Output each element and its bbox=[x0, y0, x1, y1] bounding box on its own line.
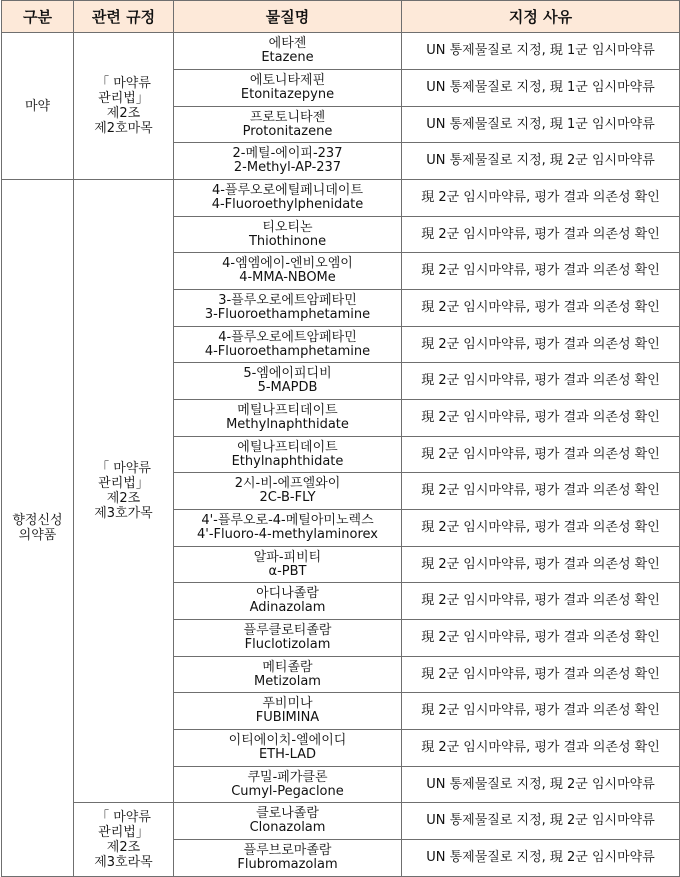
regulation-line: 관리법」 bbox=[98, 824, 149, 840]
substance-name-cell bbox=[174, 583, 402, 620]
designation-reason-cell: 現 2군 임시마약류, 평가 결과 의존성 확인 bbox=[402, 363, 680, 400]
header-reason: 지정 사유 bbox=[402, 1, 680, 33]
regulation-line: 제2조 bbox=[106, 839, 141, 855]
substance-designation-table bbox=[1, 0, 680, 877]
designation-reason-cell: 現 2군 임시마약류, 평가 결과 의존성 확인 bbox=[402, 657, 680, 693]
table-row bbox=[2, 33, 680, 70]
substance-name-english: FUBIMINA bbox=[255, 710, 320, 725]
substance-name-cell bbox=[174, 143, 402, 180]
substance-name-english: Etazene bbox=[261, 50, 314, 65]
substance-name-korean: 4'-플루오로-4-메틸아미노렉스 bbox=[201, 513, 374, 528]
substance-name-english: Clonazolam bbox=[249, 820, 326, 835]
substance-name-cell bbox=[174, 437, 402, 473]
substance-name-english: 2-Methyl-AP-237 bbox=[233, 160, 342, 175]
regulation-cell bbox=[74, 803, 174, 877]
substance-name-cell bbox=[174, 730, 402, 767]
designation-reason-cell: 現 2군 임시마약류, 평가 결과 의존성 확인 bbox=[402, 180, 680, 217]
substance-name-cell bbox=[174, 327, 402, 363]
substance-name-english: Fluclotizolam bbox=[244, 637, 331, 652]
substance-name-english: 3-Fluoroethamphetamine bbox=[204, 307, 371, 322]
substance-name-korean: 플루클로티졸람 bbox=[243, 623, 332, 638]
designation-reason-cell: 現 2군 임시마약류, 평가 결과 의존성 확인 bbox=[402, 620, 680, 657]
designation-reason-cell: 現 2군 임시마약류, 평가 결과 의존성 확인 bbox=[402, 473, 680, 510]
designation-reason-cell: UN 통제물질로 지정, 現 2군 임시마약류 bbox=[402, 840, 680, 877]
substance-name-english: 5-MAPDB bbox=[257, 380, 318, 395]
substance-name-english: Etonitazepyne bbox=[240, 87, 335, 102]
designation-reason-cell: UN 통제물질로 지정, 現 2군 임시마약류 bbox=[402, 803, 680, 840]
substance-name-korean: 3-플루오로에트암페타민 bbox=[218, 293, 357, 308]
substance-name-english: Thiothinone bbox=[248, 233, 327, 249]
category-cell bbox=[2, 180, 74, 877]
designation-reason-cell: 現 2군 임시마약류, 평가 결과 의존성 확인 bbox=[402, 253, 680, 290]
designation-reason-cell: UN 통제물질로 지정, 現 2군 임시마약류 bbox=[402, 767, 680, 803]
header-row bbox=[2, 1, 680, 33]
substance-name-korean: 쿠밀-페가클론 bbox=[247, 769, 328, 785]
designation-reason-cell: 現 2군 임시마약류, 평가 결과 의존성 확인 bbox=[402, 510, 680, 547]
regulation-cell bbox=[74, 180, 174, 803]
substance-name-english: Protonitazene bbox=[242, 123, 333, 139]
substance-name-english: 4-Fluoroethylphenidate bbox=[211, 197, 364, 212]
substance-name-korean: 4-엠엠에이-엔비오엠이 bbox=[222, 256, 353, 271]
substance-name-cell bbox=[174, 620, 402, 657]
substance-name-korean: 아디나졸람 bbox=[256, 586, 319, 601]
substance-name-cell bbox=[174, 217, 402, 253]
designation-reason-cell: 現 2군 임시마약류, 평가 결과 의존성 확인 bbox=[402, 217, 680, 253]
regulation-line: 제3호라목 bbox=[94, 854, 153, 870]
substance-name-korean: 2시-비-에프엘와이 bbox=[234, 476, 341, 491]
substance-name-cell bbox=[174, 107, 402, 143]
header-category: 구분 bbox=[2, 1, 74, 33]
substance-name-english: α-PBT bbox=[268, 563, 307, 579]
header-substance: 물질명 bbox=[174, 1, 402, 33]
category-line: 의약품 bbox=[18, 528, 57, 543]
substance-name-english: Ethylnaphthidate bbox=[231, 453, 344, 469]
regulation-line: 「 마약류 bbox=[96, 461, 151, 476]
substance-name-korean: 5-엠에이피디비 bbox=[243, 366, 332, 381]
designation-reason-cell: 現 2군 임시마약류, 평가 결과 의존성 확인 bbox=[402, 327, 680, 363]
table-row bbox=[2, 180, 680, 217]
substance-name-cell bbox=[174, 180, 402, 217]
substance-name-cell bbox=[174, 547, 402, 583]
category-line: 마약 bbox=[24, 98, 51, 114]
designation-reason-cell: UN 통제물질로 지정, 現 1군 임시마약류 bbox=[402, 70, 680, 107]
table-body bbox=[2, 33, 680, 877]
designation-reason-cell: UN 통제물질로 지정, 現 1군 임시마약류 bbox=[402, 33, 680, 70]
designation-reason-cell: 現 2군 임시마약류, 평가 결과 의존성 확인 bbox=[402, 730, 680, 767]
table-header bbox=[2, 1, 680, 33]
regulation-line: 「 마약류 bbox=[96, 76, 151, 91]
regulation-line: 관리법」 bbox=[98, 91, 149, 106]
substance-name-cell bbox=[174, 510, 402, 547]
substance-name-korean: 4-플루오로에트암페타민 bbox=[218, 329, 357, 345]
designation-reason-cell: 現 2군 임시마약류, 평가 결과 의존성 확인 bbox=[402, 400, 680, 437]
substance-name-korean: 클로나졸람 bbox=[256, 806, 319, 821]
substance-name-korean: 프로토니타젠 bbox=[249, 109, 326, 125]
substance-name-english: ETH-LAD bbox=[258, 747, 317, 762]
substance-name-korean: 메티졸람 bbox=[262, 659, 313, 675]
substance-name-english: 4-Fluoroethamphetamine bbox=[204, 343, 371, 359]
designation-reason-cell: 現 2군 임시마약류, 평가 결과 의존성 확인 bbox=[402, 290, 680, 327]
substance-name-cell bbox=[174, 657, 402, 693]
regulation-line: 제2조 bbox=[106, 491, 141, 506]
designation-reason-cell: 現 2군 임시마약류, 평가 결과 의존성 확인 bbox=[402, 547, 680, 583]
substance-name-korean: 4-플루오로에틸페니데이트 bbox=[211, 183, 364, 198]
substance-name-cell bbox=[174, 290, 402, 327]
substance-name-korean: 푸비미나 bbox=[262, 696, 313, 711]
substance-name-cell bbox=[174, 363, 402, 400]
substance-name-cell bbox=[174, 70, 402, 107]
category-cell bbox=[2, 33, 74, 180]
substance-name-korean: 에틸나프티데이트 bbox=[237, 439, 338, 455]
substance-name-english: Methylnaphthidate bbox=[226, 417, 349, 432]
regulation-line: 관리법」 bbox=[98, 476, 149, 491]
regulation-line: 「 마약류 bbox=[96, 809, 151, 825]
substance-name-korean: 플루브로마졸람 bbox=[243, 843, 332, 858]
header-regulation: 관련 규정 bbox=[74, 1, 174, 33]
substance-name-cell bbox=[174, 803, 402, 840]
table-row bbox=[2, 803, 680, 840]
substance-name-korean: 메틸나프티데이트 bbox=[237, 403, 338, 418]
substance-name-english: Flubromazolam bbox=[237, 857, 338, 872]
substance-name-english: 4'-Fluoro-4-methylaminorex bbox=[197, 527, 378, 542]
designation-reason-cell: UN 통제물질로 지정, 現 1군 임시마약류 bbox=[402, 107, 680, 143]
substance-name-korean: 에토니타제핀 bbox=[249, 73, 326, 88]
substance-name-cell bbox=[174, 693, 402, 730]
substance-name-korean: 2-메틸-에이피-237 bbox=[232, 146, 343, 161]
substance-name-english: 2C-B-FLY bbox=[259, 490, 316, 505]
regulation-line: 제2호마목 bbox=[94, 121, 153, 136]
regulation-line: 제3호가목 bbox=[94, 506, 153, 521]
substance-name-cell bbox=[174, 767, 402, 803]
substance-name-cell bbox=[174, 253, 402, 290]
substance-name-cell bbox=[174, 840, 402, 877]
substance-name-english: Metizolam bbox=[254, 673, 321, 689]
category-line: 향정신성 bbox=[12, 513, 63, 528]
substance-name-english: 4-MMA-NBOMe bbox=[239, 270, 336, 285]
substance-name-cell bbox=[174, 400, 402, 437]
substance-name-korean: 이티에이치-엘에이디 bbox=[228, 733, 347, 748]
substance-name-cell bbox=[174, 33, 402, 70]
substance-name-english: Adinazolam bbox=[249, 600, 326, 615]
substance-name-english: Cumyl-Pegaclone bbox=[231, 783, 344, 799]
substance-name-korean: 에타젠 bbox=[268, 36, 307, 51]
substance-name-korean: 알파-피비티 bbox=[253, 549, 322, 565]
designation-reason-cell: 現 2군 임시마약류, 평가 결과 의존성 확인 bbox=[402, 437, 680, 473]
regulation-cell bbox=[74, 33, 174, 180]
designation-reason-cell: 現 2군 임시마약류, 평가 결과 의존성 확인 bbox=[402, 583, 680, 620]
designation-reason-cell: 現 2군 임시마약류, 평가 결과 의존성 확인 bbox=[402, 693, 680, 730]
regulation-line: 제2조 bbox=[106, 106, 141, 121]
designation-reason-cell: UN 통제물질로 지정, 現 2군 임시마약류 bbox=[402, 143, 680, 180]
substance-name-cell bbox=[174, 473, 402, 510]
substance-name-korean: 티오티논 bbox=[262, 219, 313, 235]
